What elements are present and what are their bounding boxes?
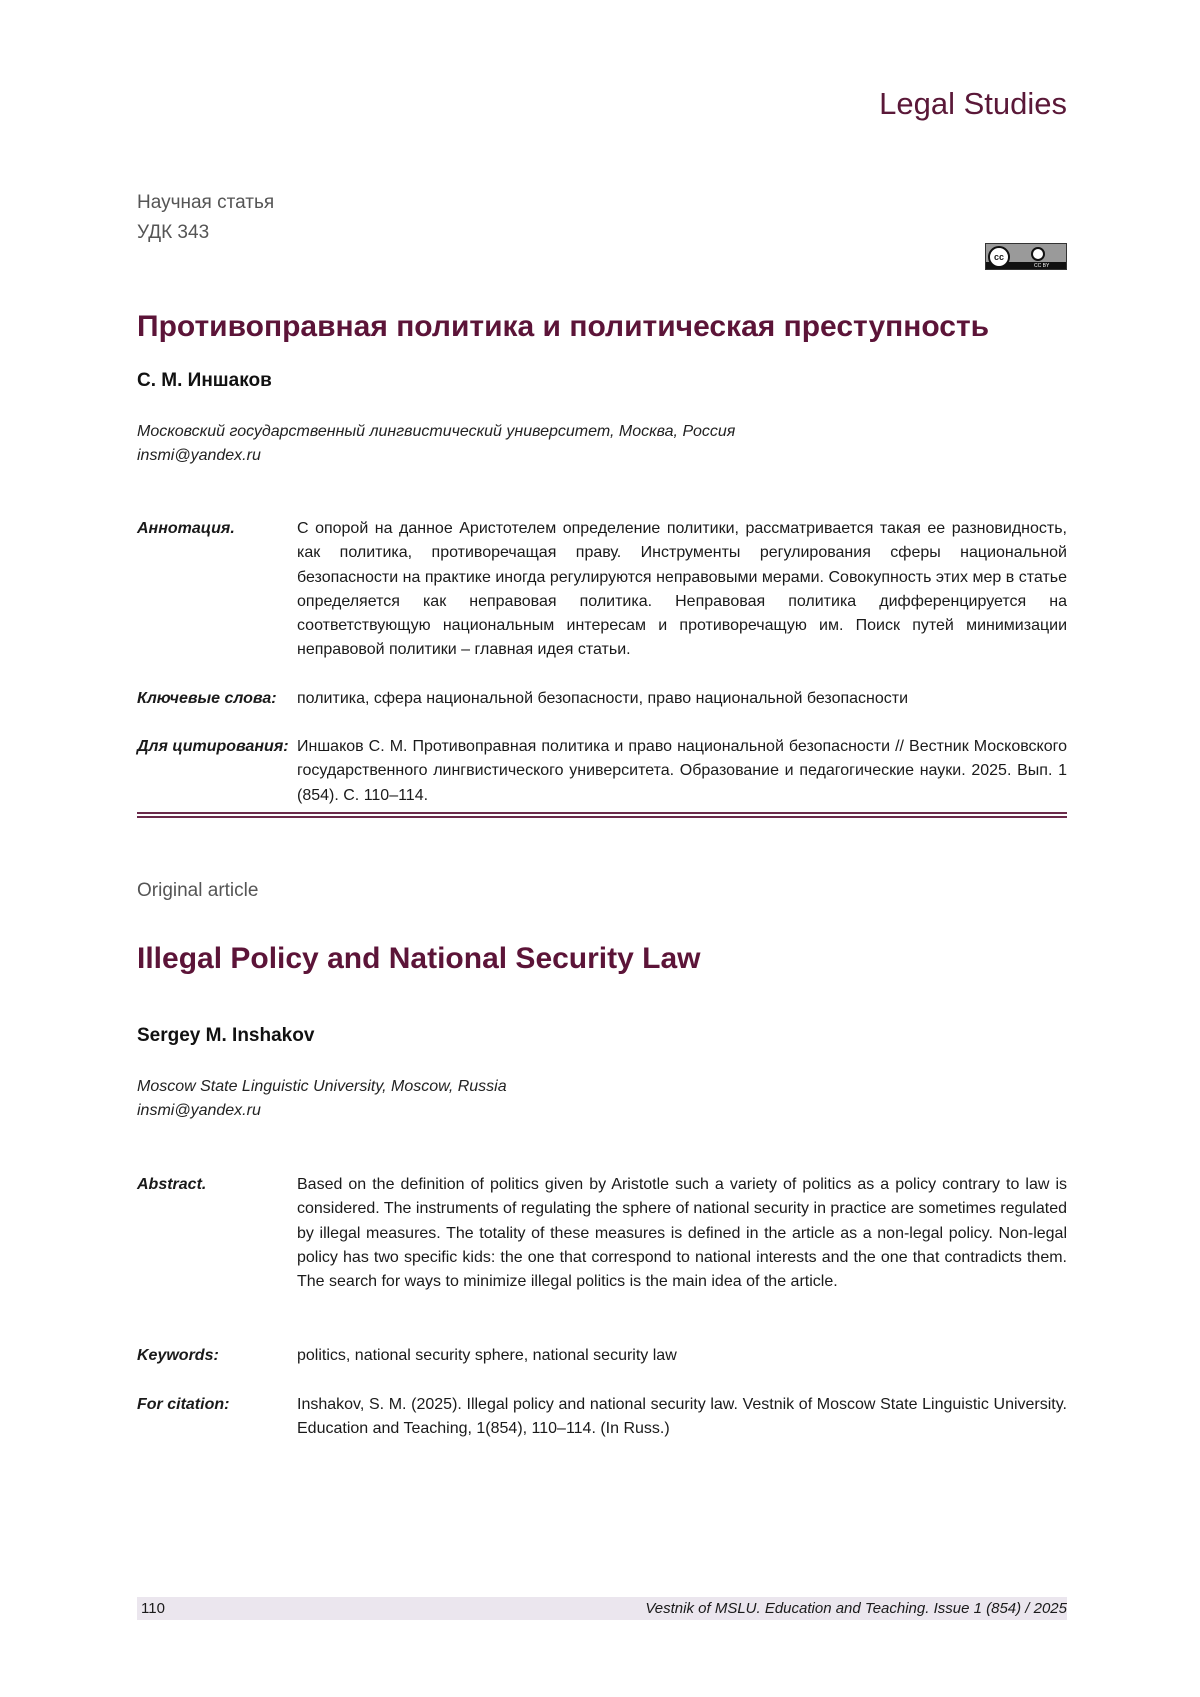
- article-type-ru: Научная статья: [137, 192, 274, 214]
- license-label: CC BY: [1034, 263, 1049, 269]
- section-heading: Legal Studies: [879, 86, 1067, 122]
- page-number: 110: [141, 1597, 165, 1620]
- keywords-text: политика, сфера национальной безопасности, право национальной безопасности: [297, 687, 1067, 711]
- affiliation-ru: Московский государственный лингвистический университет, Москва, Россия: [137, 420, 735, 444]
- citation-text: Inshakov, S. M. (2025). Illegal policy and national security law. Vestnik of Moscow State Linguistic University. Education and Teaching, 1(854), 110–114. (In Russ.): [297, 1393, 1067, 1442]
- title-ru: Противоправная политика и политическая преступность: [137, 310, 989, 344]
- keywords-en: [137, 1344, 1067, 1368]
- double-divider: [137, 812, 1067, 818]
- abstract-label: Abstract.: [137, 1173, 297, 1294]
- abstract-label: Аннотация.: [137, 517, 297, 663]
- page-footer: [137, 1597, 1067, 1620]
- citation-label: For citation:: [137, 1393, 297, 1442]
- abstract-text: С опорой на данное Аристотелем определение политики, рассматривается такая ее разновидность, как политика, противоречащая праву. Инструменты регулирования сферы национальной безопасности на практике иногда регулируются неправовыми мерами. Совокупность этих мер в статье определяется как неправовая политика. Неправовая политика дифференцируется на соответствующую национальным интересам и противоречащую им. Поиск путей минимизации неправовой политики – главная идея статьи.: [297, 517, 1067, 663]
- author-en: Sergey M. Inshakov: [137, 1025, 314, 1047]
- title-en: Illegal Policy and National Security Law: [137, 942, 701, 976]
- citation-en: [137, 1393, 1067, 1442]
- cc-by-license-badge[interactable]: [985, 243, 1067, 270]
- citation-label: Для цитирования:: [137, 735, 297, 808]
- citation-ru: [137, 735, 1067, 808]
- keywords-text: politics, national security sphere, national security law: [297, 1344, 1067, 1368]
- author-ru: С. М. Иншаков: [137, 370, 272, 392]
- keywords-label: Ключевые слова:: [137, 687, 297, 711]
- keywords-ru: [137, 687, 1067, 711]
- abstract-text: Based on the definition of politics given by Aristotle such a variety of politics as a policy contrary to law is considered. The instruments of regulating the sphere of national security in practice are sometimes regulated by illegal measures. The totality of these measures is defined in the article as a non-legal policy. Non-legal policy has two specific kids: the one that correspond to national interests and the one that contradicts them. The search for ways to minimize illegal politics is the main idea of the article.: [297, 1173, 1067, 1294]
- keywords-label: Keywords:: [137, 1344, 297, 1368]
- abstract-en: [137, 1173, 1067, 1294]
- udk: УДК 343: [137, 222, 209, 244]
- abstract-ru: [137, 517, 1067, 663]
- email-ru[interactable]: insmi@yandex.ru: [137, 444, 261, 468]
- email-en[interactable]: insmi@yandex.ru: [137, 1099, 261, 1123]
- cc-icon: cc: [988, 246, 1010, 268]
- article-type-en: Original article: [137, 880, 258, 902]
- journal-name: Vestnik of MSLU. Education and Teaching. Issue 1 (854) / 2025: [645, 1597, 1067, 1620]
- affiliation-en: Moscow State Linguistic University, Moscow, Russia: [137, 1075, 507, 1099]
- citation-text: Иншаков С. М. Противоправная политика и право национальной безопасности // Вестник Московского государственного лингвистического университета. Образование и педагогические науки. 2025. Вып. 1 (854). С. 110–114.: [297, 735, 1067, 808]
- attribution-icon: [1031, 247, 1045, 261]
